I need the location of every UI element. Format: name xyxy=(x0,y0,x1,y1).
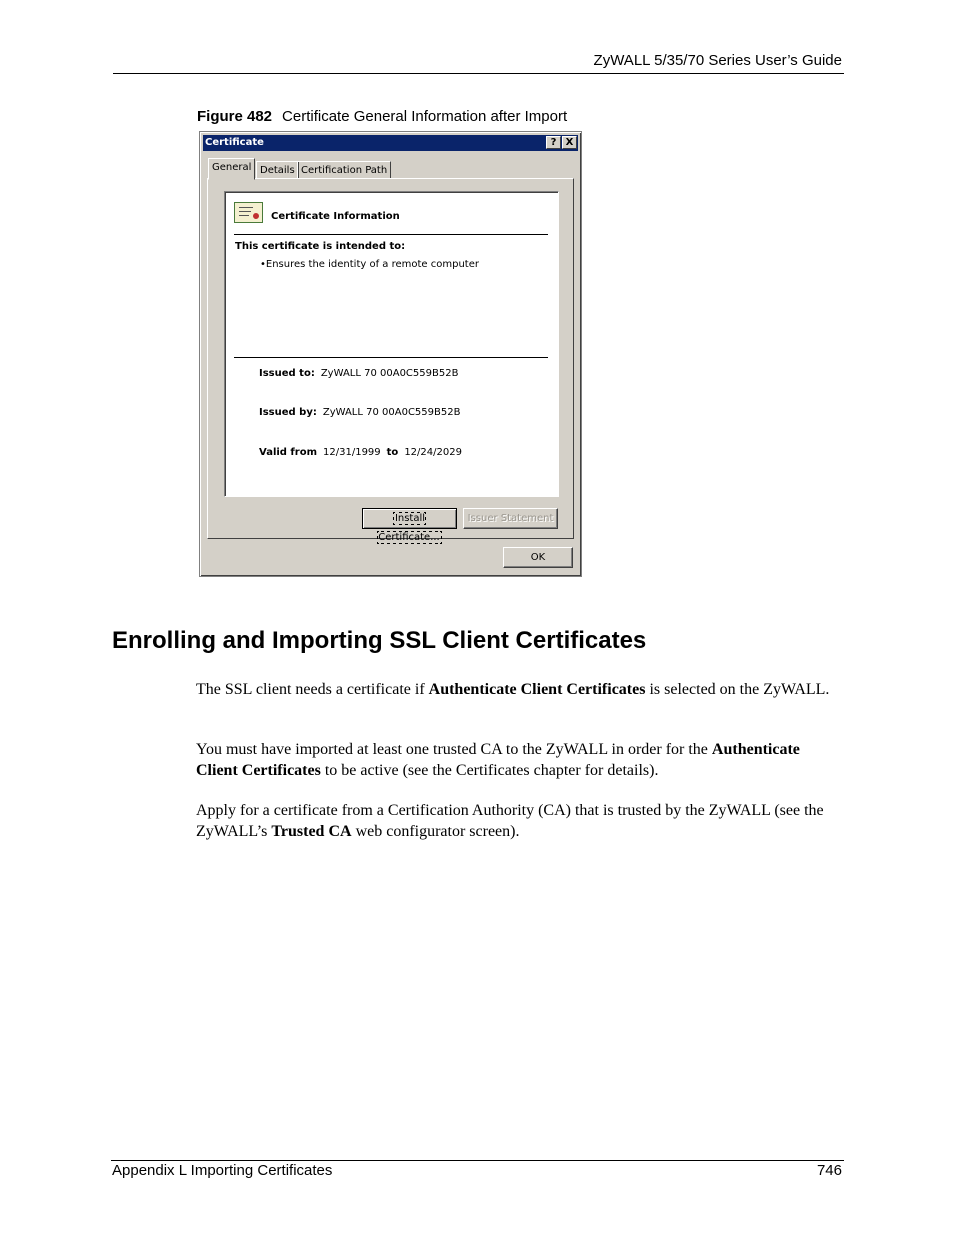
intended-label: This certificate is intended to: xyxy=(235,241,406,252)
dialog-titlebar[interactable] xyxy=(203,135,578,151)
tab-general[interactable]: General xyxy=(208,158,255,180)
paragraph-2 xyxy=(196,739,844,781)
divider xyxy=(234,357,548,358)
section-title: Enrolling and Importing SSL Client Certificates xyxy=(112,627,647,654)
p3-bold: Trusted CA xyxy=(271,823,352,840)
info-heading: Certificate Information xyxy=(271,211,400,222)
issued-to-value: ZyWALL 70 00A0C559B52B xyxy=(320,368,459,379)
tab-details[interactable]: Details xyxy=(256,161,299,179)
valid-to-label: to xyxy=(386,447,399,458)
valid-row xyxy=(259,447,468,458)
issued-to-label: Issued to: xyxy=(259,368,315,379)
figure-caption xyxy=(197,108,567,125)
valid-from-value: 12/31/1999 xyxy=(323,447,381,458)
close-button[interactable]: X xyxy=(562,136,577,149)
valid-to-value: 12/24/2029 xyxy=(404,447,462,458)
p1-text: The SSL client needs a certificate if xyxy=(196,681,429,698)
ok-button[interactable]: OK xyxy=(503,547,573,568)
issued-to-row xyxy=(259,368,464,379)
p3-text: Apply for a certificate from a Certification Authority (CA) that is trusted by the ZyWALL (see the ZyWALL’s xyxy=(196,802,824,840)
footer-section: Appendix L Importing Certificates xyxy=(112,1162,333,1179)
p2-bold: Authenticate Client Certificates xyxy=(196,741,800,779)
valid-from-label: Valid from xyxy=(259,447,318,458)
dialog-title: Certificate xyxy=(205,137,264,148)
issued-by-label: Issued by: xyxy=(259,407,317,418)
header-rule xyxy=(113,73,844,74)
issued-by-row xyxy=(259,407,466,418)
issued-by-value: ZyWALL 70 00A0C559B52B xyxy=(322,407,461,418)
certificate-dialog xyxy=(199,131,582,577)
p1-bold: Authenticate Client Certificates xyxy=(428,681,646,698)
install-certificate-button[interactable] xyxy=(362,508,457,543)
p2-text: You must have imported at least one trusted CA to the ZyWALL in order for the xyxy=(196,741,712,758)
figure-number: Figure 482 xyxy=(197,108,273,125)
tab-certification-path[interactable]: Certification Path xyxy=(297,161,391,179)
install-certificate-label: Install Certificate... xyxy=(378,513,440,543)
p3-text-end: web configurator screen). xyxy=(351,823,520,840)
figure-caption-text: Certificate General Information after Import xyxy=(282,108,568,125)
certificate-icon xyxy=(234,202,263,223)
page-header-title: ZyWALL 5/35/70 Series User’s Guide xyxy=(593,52,842,69)
paragraph-1 xyxy=(196,679,844,700)
help-button[interactable]: ? xyxy=(546,136,561,149)
divider xyxy=(234,234,548,235)
page-number: 746 xyxy=(816,1162,842,1179)
certificate-info-box xyxy=(224,191,559,497)
issuer-statement-button: Issuer Statement xyxy=(463,508,558,529)
p2-text-end: to be active (see the Certificates chapter for details). xyxy=(320,762,659,779)
footer-rule xyxy=(111,1160,844,1161)
p1-text-end: is selected on the ZyWALL. xyxy=(645,681,830,698)
intended-item: •Ensures the identity of a remote computer xyxy=(260,259,479,270)
paragraph-3 xyxy=(196,800,844,842)
